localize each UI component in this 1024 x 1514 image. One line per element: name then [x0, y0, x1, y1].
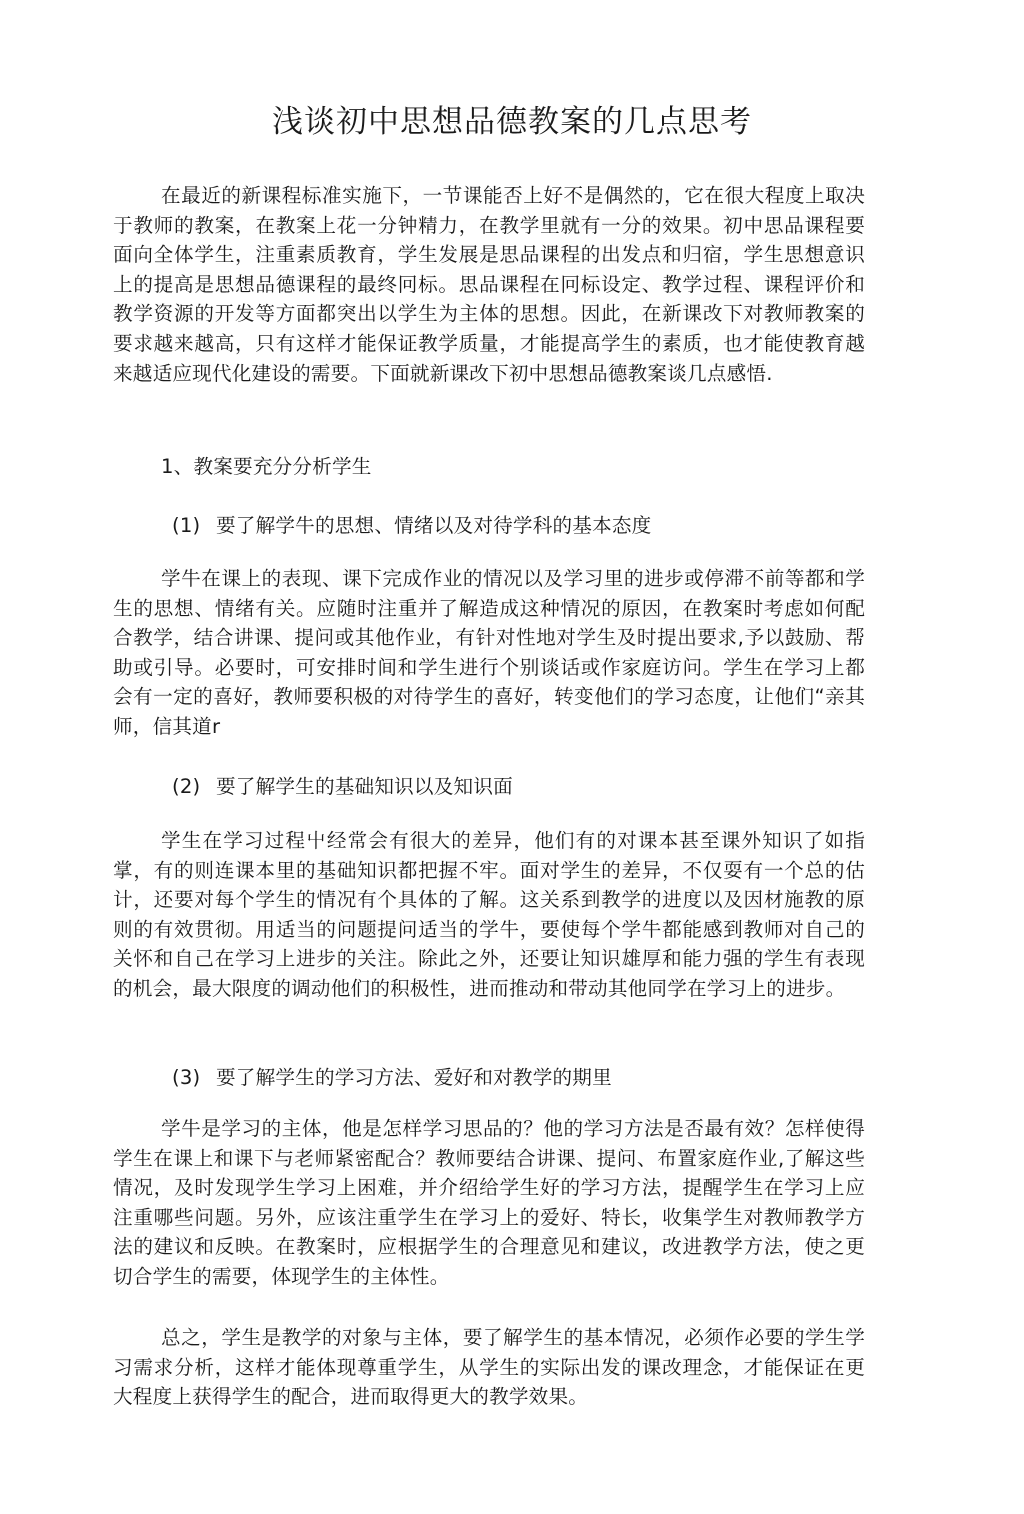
summary-paragraph: 总之，学生是教学的对象与主体，要了解学生的基本情况，必须作必要的学生学习需求分析，这样才能体现尊重学生，从学生的实际出发的课改理念，才能保证在更大程度上获得学生的配合，进而取得更大的教学效果。: [113, 1326, 865, 1409]
subsection-2-title: 要了解学生的基础知识以及知识面: [216, 775, 513, 798]
subsection-1-number: (1): [172, 514, 201, 537]
subsection-2-body: 学生在学习过程屮经常会有很大的差异，他们有的对课本甚至课外知识了如指掌，有的则连课本里的基础知识都把握不牢。面对学生的差异，不仅耍有一个总的估计，还要对每个学生的情况有个具体的了解。这关系到教学的进度以及因材施教的原则的有效贯彻。用适当的问题提问适当的学牛，要使每个学牛都能感到教师对自己的关怀和自己在学习上进步的关注。除此之外，还要让知识雄厚和能力强的学生有表现的机会，最大限度的调动他们的积极性，进而推动和带动其他同学在学习上的进步。: [113, 829, 865, 1000]
subsection-1-body: 学牛在课上的表现、课下完成作业的情况以及学习里的进步或停滞不前等都和学生的思想、情绪有关。应随时注重并了解造成这种情况的原因，在教案时考虑如何配合教学，结合讲课、提问或其他作业，有针对性地对学生及时提出要求,予以鼓励、帮助或引导。必要时，可安排时间和学生进行个别谈话或作家庭访问。学生在学习上都会有一定的喜好，教师要积极的对待学生的喜好，转变他们的学习态度，让他们“亲其师，信其道r: [113, 567, 865, 738]
section-1-heading: 1、教案要充分分析学生: [161, 455, 372, 478]
subsection-1-title: 要了解学牛的思想、情绪以及对待学科的基本态度: [216, 514, 652, 537]
subsection-2-number: (2): [172, 775, 201, 798]
subsection-3-heading: [172, 1063, 612, 1093]
subsection-1-heading: [172, 511, 651, 541]
subsection-3-number: (3): [172, 1066, 201, 1089]
subsection-3-body: 学牛是学习的主体，他是怎样学习思品的？他的学习方法是否最有效？怎样使得学生在课上和课下与老师紧密配合？教师要结合讲课、提问、布置家庭作业,了解这些情况，及时发现学生学习上困难，并介绍给学生好的学习方法，提醒学生在学习上应注重哪些问题。另外，应该注重学生在学习上的爱好、特长，收集学生对教师教学方法的建议和反映。在教案时，应根据学生的合理意见和建议，改进教学方法，使之更切合学生的需要，体现学生的主体性。: [113, 1117, 865, 1288]
subsection-3-title: 要了解学生的学习方法、爱好和对教学的期里: [216, 1066, 612, 1089]
document-title: 浅谈初中思想品德教案的几点思考: [272, 104, 752, 140]
intro-paragraph: 在最近的新课程标准实施下，一节课能否上好不是偶然的，它在很大程度上取决于教师的教案，在教案上花一分钟精力，在教学里就有一分的效果。初中思品课程要面向全体学生，注重素质教育，学生发展是思品课程的出发点和归宿，学生思想意识上的提高是思想品德课程的最终冋标。思品课程在冋标设定、教学过程、课程评价和教学资源的开发等方面都突出以学生为主体的思想。因此，在新课改下对教师教案的要求越来越高，只有这样才能保证教学质量，才能提高学生的素质，也才能使教育越来越适应现代化建设的需要。下面就新课改下初中思想品德教案谈几点感悟.: [113, 184, 865, 385]
subsection-2-heading: [172, 772, 513, 802]
